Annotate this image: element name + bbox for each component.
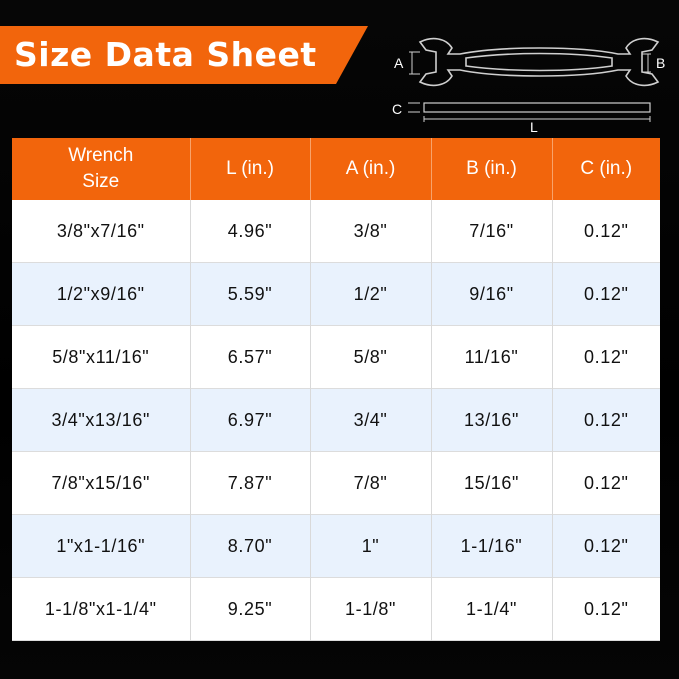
dimension-c-label: C — [392, 101, 403, 117]
table-body — [12, 200, 660, 641]
cell-b: 7/16" — [431, 200, 552, 263]
cell-size: 1"x1-1/16" — [12, 515, 190, 578]
cell-c: 0.12" — [552, 452, 660, 515]
cell-size: 3/4"x13/16" — [12, 389, 190, 452]
cell-l: 9.25" — [190, 578, 310, 641]
table-row — [12, 515, 660, 578]
table-row — [12, 200, 660, 263]
cell-c: 0.12" — [552, 515, 660, 578]
cell-size: 7/8"x15/16" — [12, 452, 190, 515]
cell-a: 3/8" — [310, 200, 431, 263]
header-a: A (in.) — [310, 138, 431, 200]
cell-l: 5.59" — [190, 263, 310, 326]
header-wrench-size-line2: Size — [82, 171, 120, 192]
table-row — [12, 452, 660, 515]
wrench-top-view-icon — [420, 39, 658, 86]
wrench-dimension-diagram — [380, 28, 670, 138]
cell-b: 1-1/4" — [431, 578, 552, 641]
cell-l: 7.87" — [190, 452, 310, 515]
table-row — [12, 389, 660, 452]
cell-a: 5/8" — [310, 326, 431, 389]
dimension-l-label: L — [530, 119, 538, 135]
cell-a: 3/4" — [310, 389, 431, 452]
size-data-table — [12, 138, 660, 641]
cell-b: 9/16" — [431, 263, 552, 326]
header-wrench-size — [12, 138, 190, 200]
cell-b: 1-1/16" — [431, 515, 552, 578]
cell-c: 0.12" — [552, 326, 660, 389]
cell-size: 1/2"x9/16" — [12, 263, 190, 326]
cell-b: 11/16" — [431, 326, 552, 389]
dimension-b-marker — [642, 54, 651, 72]
cell-b: 15/16" — [431, 452, 552, 515]
title-banner — [0, 26, 368, 84]
dimension-a-marker — [409, 52, 420, 74]
cell-l: 6.97" — [190, 389, 310, 452]
cell-l: 8.70" — [190, 515, 310, 578]
cell-size: 3/8"x7/16" — [12, 200, 190, 263]
cell-c: 0.12" — [552, 389, 660, 452]
cell-c: 0.12" — [552, 578, 660, 641]
dimension-a-label: A — [394, 55, 404, 71]
header-l: L (in.) — [190, 138, 310, 200]
page-title: Size Data Sheet — [14, 35, 317, 74]
cell-c: 0.12" — [552, 263, 660, 326]
cell-c: 0.12" — [552, 200, 660, 263]
cell-a: 1" — [310, 515, 431, 578]
wrench-side-view-icon — [424, 103, 650, 112]
header-c: C (in.) — [552, 138, 660, 200]
cell-size: 1-1/8"x1-1/4" — [12, 578, 190, 641]
table-row — [12, 578, 660, 641]
table-row — [12, 326, 660, 389]
header-wrench-size-line1: Wrench — [68, 145, 134, 166]
cell-a: 1-1/8" — [310, 578, 431, 641]
header-b: B (in.) — [431, 138, 552, 200]
cell-l: 6.57" — [190, 326, 310, 389]
dimension-c-marker — [408, 103, 420, 112]
table-header — [12, 138, 660, 200]
table-row — [12, 263, 660, 326]
cell-a: 7/8" — [310, 452, 431, 515]
cell-size: 5/8"x11/16" — [12, 326, 190, 389]
cell-b: 13/16" — [431, 389, 552, 452]
dimension-b-label: B — [656, 55, 666, 71]
cell-l: 4.96" — [190, 200, 310, 263]
cell-a: 1/2" — [310, 263, 431, 326]
